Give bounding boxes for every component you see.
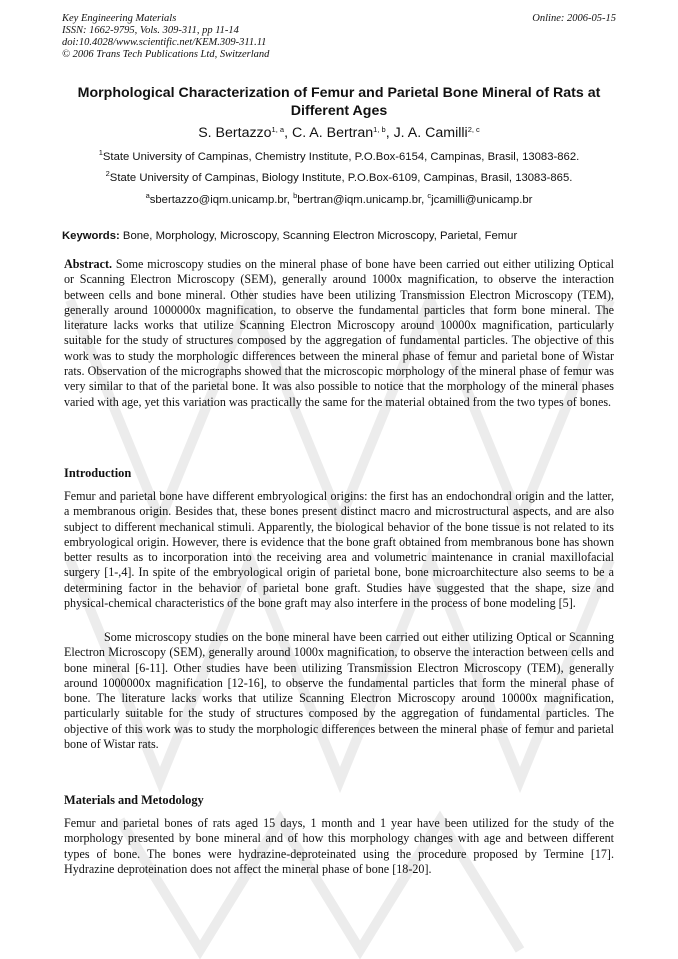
abstract-text: Some microscopy studies on the mineral phase of bone have been carried out either utilizing Optical or Scanning Electron Microscopy (SEM), generally around 1000x magnification, to observe the interaction between cells and bone mineral. Other studies have been utilizing Transmission Electron Microscopy (TEM), generally around 1000000x magnification, to observe the fundamental particles that form bone mineral. The literature lacks works that utilize Scanning Electron Microscopy around 10000x magnification, particularly suitable for the study of structures composed by the aggregation of fundamental particles. The objective of this work was to study the morphologic differences between the mineral phase of femur and parietal bone of Wistar rats. Observation of the micrographs showed that the microscopic morphology of the mineral phase of femur was very similar to that of the parietal bone. It was also possible to notice that the morphology of the mineral phases varied with age, yet this variation was practically the same for the material obtained from the two types of bones.	[64, 257, 615, 409]
journal-name: Key Engineering Materials	[62, 13, 177, 24]
author-superscript: 1, b	[373, 125, 386, 134]
author-name: S. Bertazzo	[198, 125, 272, 141]
doi-line: doi:10.4028/www.scientific.net/KEM.309-311.11	[62, 37, 267, 48]
keywords-label: Keywords:	[62, 230, 120, 242]
author-superscript: 1, a	[271, 125, 285, 134]
paper-title: Morphological Characterization of Femur and Parietal Bone Mineral of Rats at Different Ages	[77, 85, 601, 119]
journal-header	[62, 13, 616, 61]
materials-heading: Materials and Metodology	[64, 793, 204, 807]
introduction-paragraph: Some microscopy studies on the bone mineral have been carried out either utilizing Optical or Scanning Electron Microscopy (SEM), generally around 1000x magnification, to observe the interaction between cells and bone mineral [6-11]. Other studies have been utilizing Transmission Electron Microscopy (TEM), generally around 1000000x magnification [12-16], to observe the fundamental particles that form the mineral phase of bone. The literature lacks works that utilize Scanning Electron Microscopy around 10000x magnification, particularly suitable for the study of structures composed by the aggregation of fundamental particles. The objective of this work was to study the morphologic differences between the mineral phase of femur and parietal bone of Wistar rats.	[64, 630, 614, 752]
materials-paragraph: Femur and parietal bones of rats aged 15 days, 1 month and 1 year have been utilized for the study of the morphology presented by bone mineral and of how this morphology changes with age and between different types of bone. The bones were hydrazine-deproteinated using the procedure proposed by Termine [17]. Hydrazine deproteination does not affect the mineral phase of bone [18-20].	[64, 816, 614, 876]
email-link[interactable]: sbertazzo@iqm.unicamp.br	[149, 194, 287, 206]
author-superscript: 2, c	[467, 125, 480, 134]
issn-line: ISSN: 1662-9795, Vols. 309-311, pp 11-14	[62, 25, 239, 36]
author-name: J. A. Camilli	[393, 125, 468, 141]
email-link[interactable]: jcamilli@unicamp.br	[431, 194, 533, 206]
author-list: S. Bertazzo$^{1, a}$, C. A. Bertran$^{1, b}$, J. A. Camilli$^{2, c}$	[198, 125, 480, 141]
introduction-paragraph: Femur and parietal bone have different embryological origins: the first has an endochondral origin and the latter, a membranous origin. Besides that, these bones present distinct macro and microstructural aspects, and are also subject to different mechanical stimuli. Apparently, the biological behavior of the bone tissue is not related to its embryological origin. However, there is evidence that the bone graft obtained from membranous bone has shown better results as to incorporation into the receiving area and volumetric maintenance in cranial maxillofacial surgery [1-,4]. In spite of the embryological origin of parietal bone, bone microarchitecture also seems to be a determining factor in the behavior of parietal bone graft. Studies have suggested that the shape, size and physical-chemical characteristics of the bone graft may also interfere in the process of bone modeling [5].	[64, 489, 614, 611]
copyright-line: © 2006 Trans Tech Publications Ltd, Switzerland	[62, 49, 270, 60]
email-link[interactable]: bertran@iqm.unicamp.br	[297, 194, 422, 206]
online-date: Online: 2006-05-15	[532, 13, 616, 24]
introduction-heading: Introduction	[64, 466, 132, 480]
abstract-label: Abstract.	[64, 257, 113, 271]
email-list: $^a$sbertazzo@iqm.unicamp.br, $^b$bertran@iqm.unicamp.br, $^c$jcamilli@unicamp.br	[145, 191, 533, 206]
keywords-text: Bone, Morphology, Microscopy, Scanning Electron Microscopy, Parietal, Femur	[122, 230, 518, 242]
affiliation-2: $^2$State University of Campinas, Biology Institute, P.O.Box-6109, Campinas, Brasil, 13083-865.	[105, 169, 573, 184]
affiliation-1: $^1$State University of Campinas, Chemistry Institute, P.O.Box-6154, Campinas, Brasil, 13083-862.	[98, 148, 580, 163]
abstract	[64, 257, 614, 410]
author-name: C. A. Bertran	[291, 125, 374, 141]
keywords	[62, 229, 616, 243]
